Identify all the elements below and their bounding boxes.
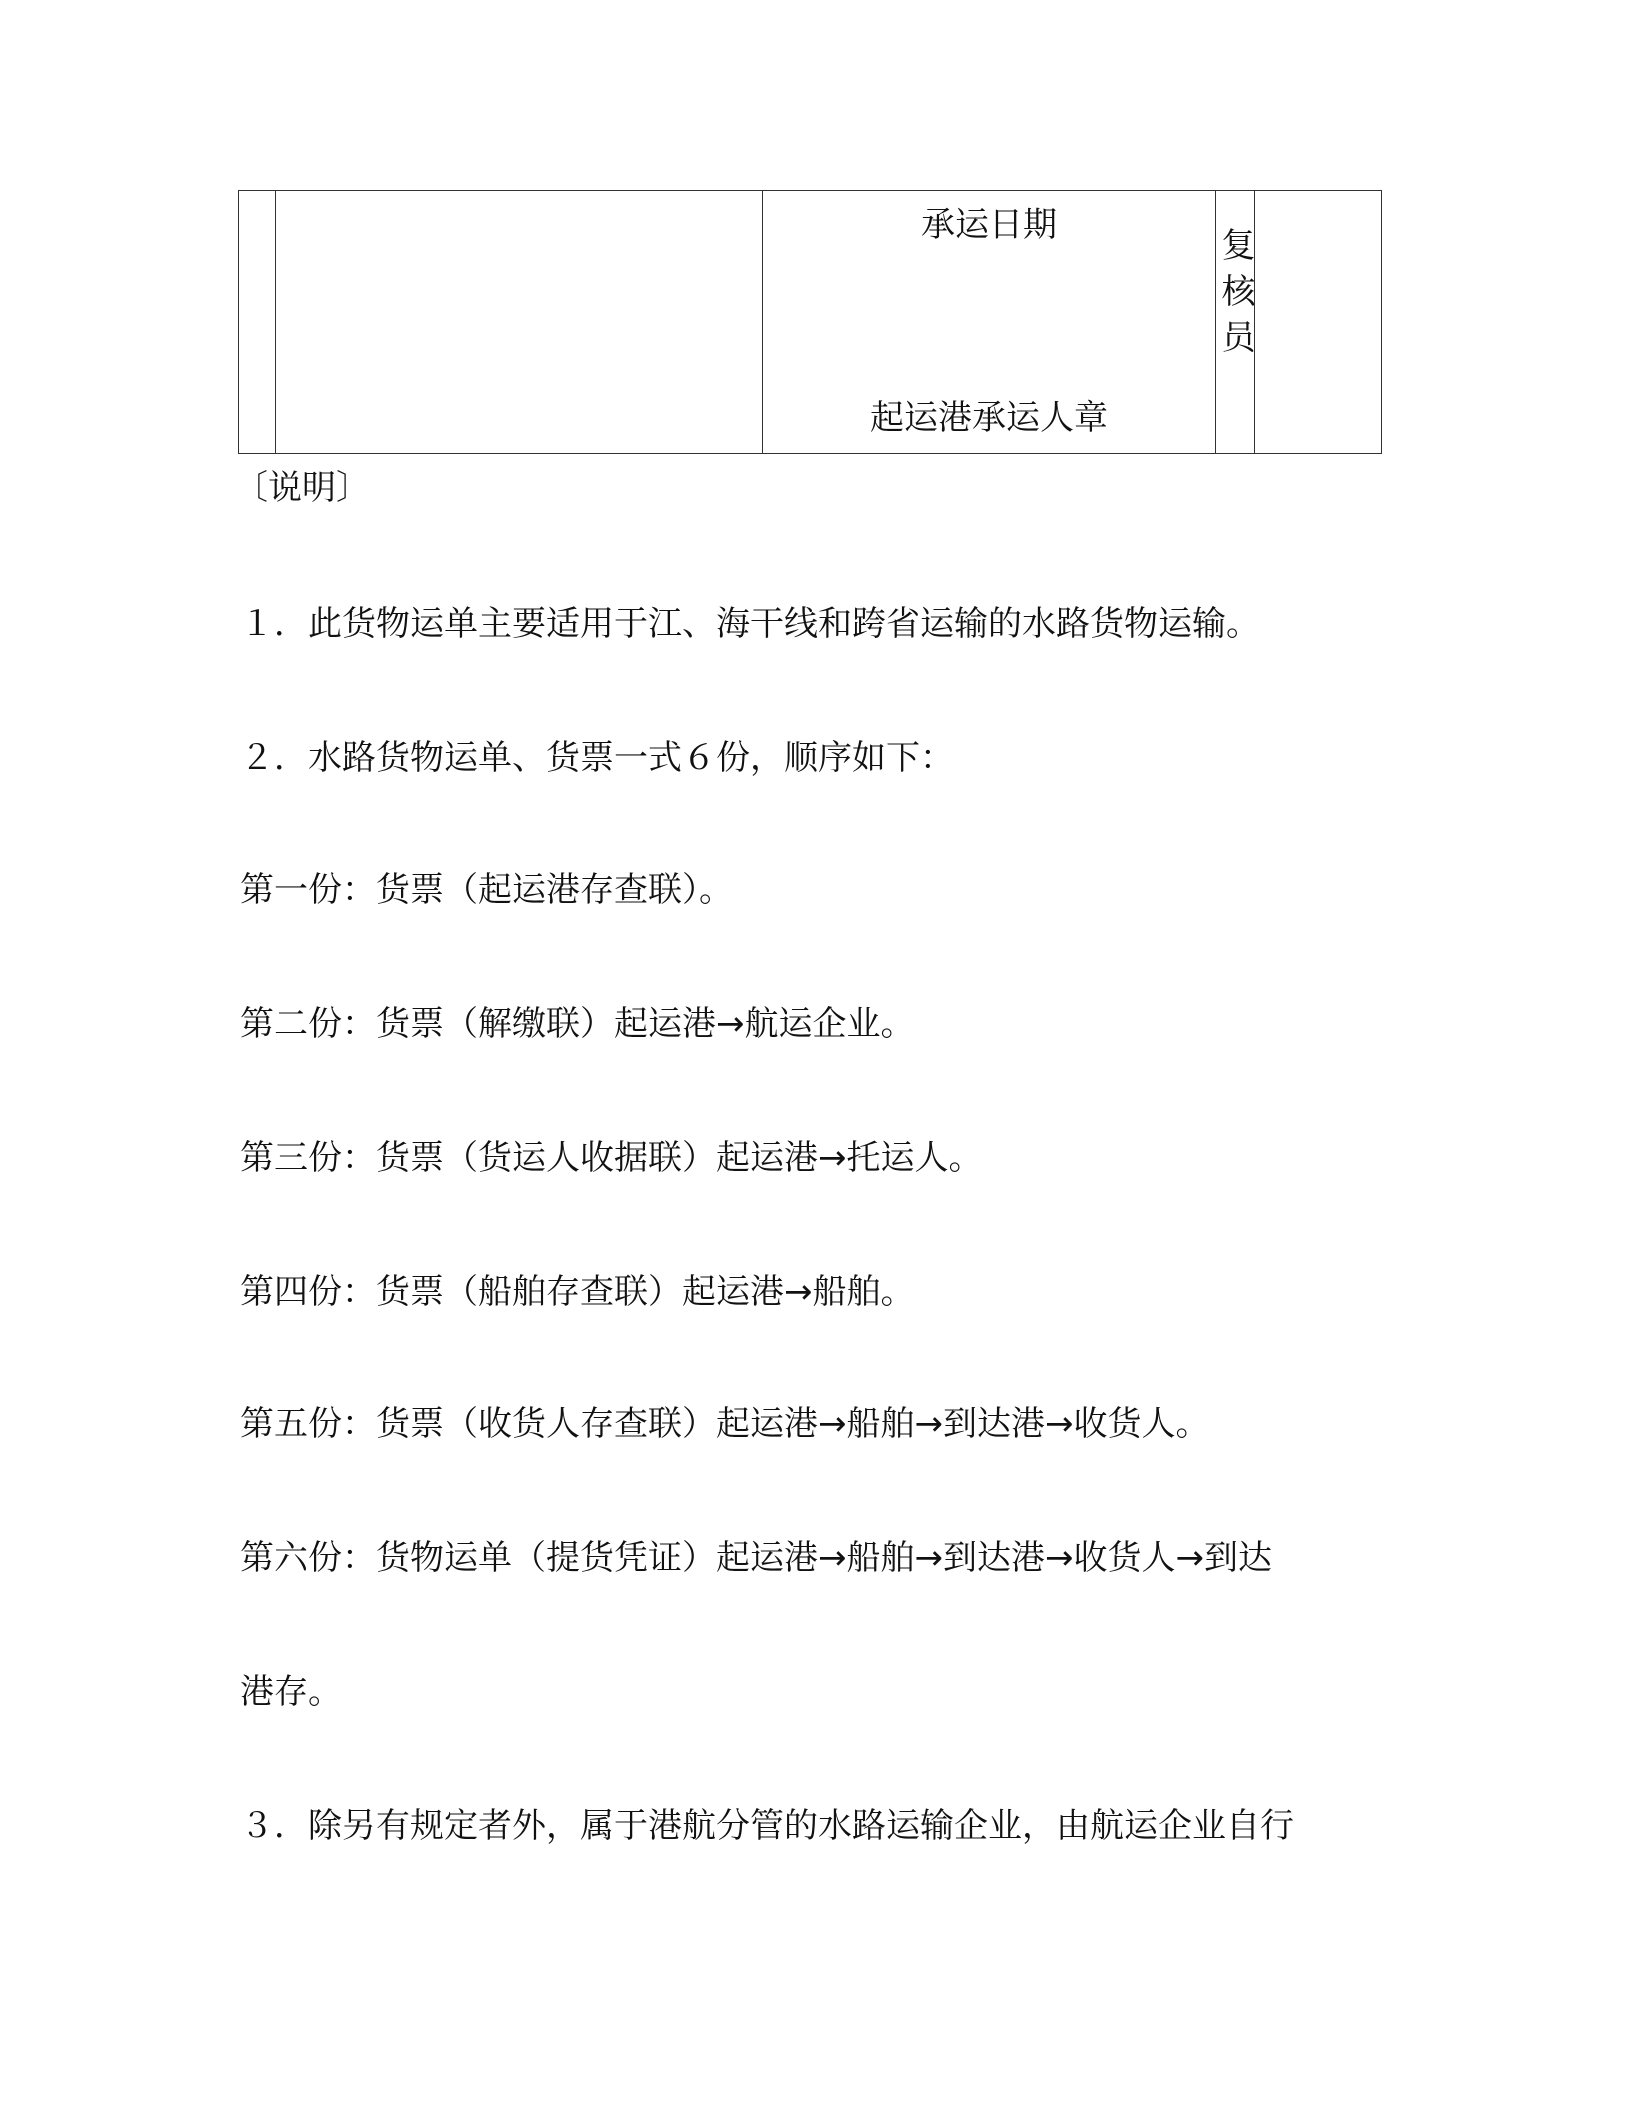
waybill-table	[238, 190, 1382, 454]
table-cell-reviewer-value	[1255, 191, 1382, 454]
table-cell-carrier	[763, 191, 1216, 454]
note-line-1: １．此货物运单主要适用于江、海干线和跨省运输的水路货物运输。	[240, 604, 1260, 644]
reviewer-label: 复核员	[1215, 227, 1255, 365]
notes-heading: 〔说明〕	[234, 468, 370, 508]
note-line-5: 第三份：货票（货运人收据联）起运港→托运人。	[240, 1138, 983, 1178]
table-cell-blank-2	[276, 191, 763, 454]
carrier-seal-label: 起运港承运人章	[870, 398, 1108, 438]
note-line-3: 第一份：货票（起运港存查联）。	[240, 870, 733, 910]
table-cell-reviewer-label	[1216, 191, 1255, 454]
note-line-10: ３．除另有规定者外，属于港航分管的水路运输企业，由航运企业自行	[240, 1806, 1294, 1846]
note-line-6: 第四份：货票（船舶存查联）起运港→船舶。	[240, 1272, 915, 1312]
table-cell-blank-1	[239, 191, 276, 454]
note-line-8: 第六份：货物运单（提货凭证）起运港→船舶→到达港→收货人→到达	[240, 1538, 1272, 1578]
note-line-7: 第五份：货票（收货人存查联）起运港→船舶→到达港→收货人。	[240, 1404, 1210, 1444]
carrier-date-label: 承运日期	[921, 205, 1057, 245]
note-line-2: ２．水路货物运单、货票一式６份，顺序如下：	[240, 738, 954, 778]
note-line-4: 第二份：货票（解缴联）起运港→航运企业。	[240, 1004, 915, 1044]
note-line-9: 港存。	[240, 1672, 342, 1712]
